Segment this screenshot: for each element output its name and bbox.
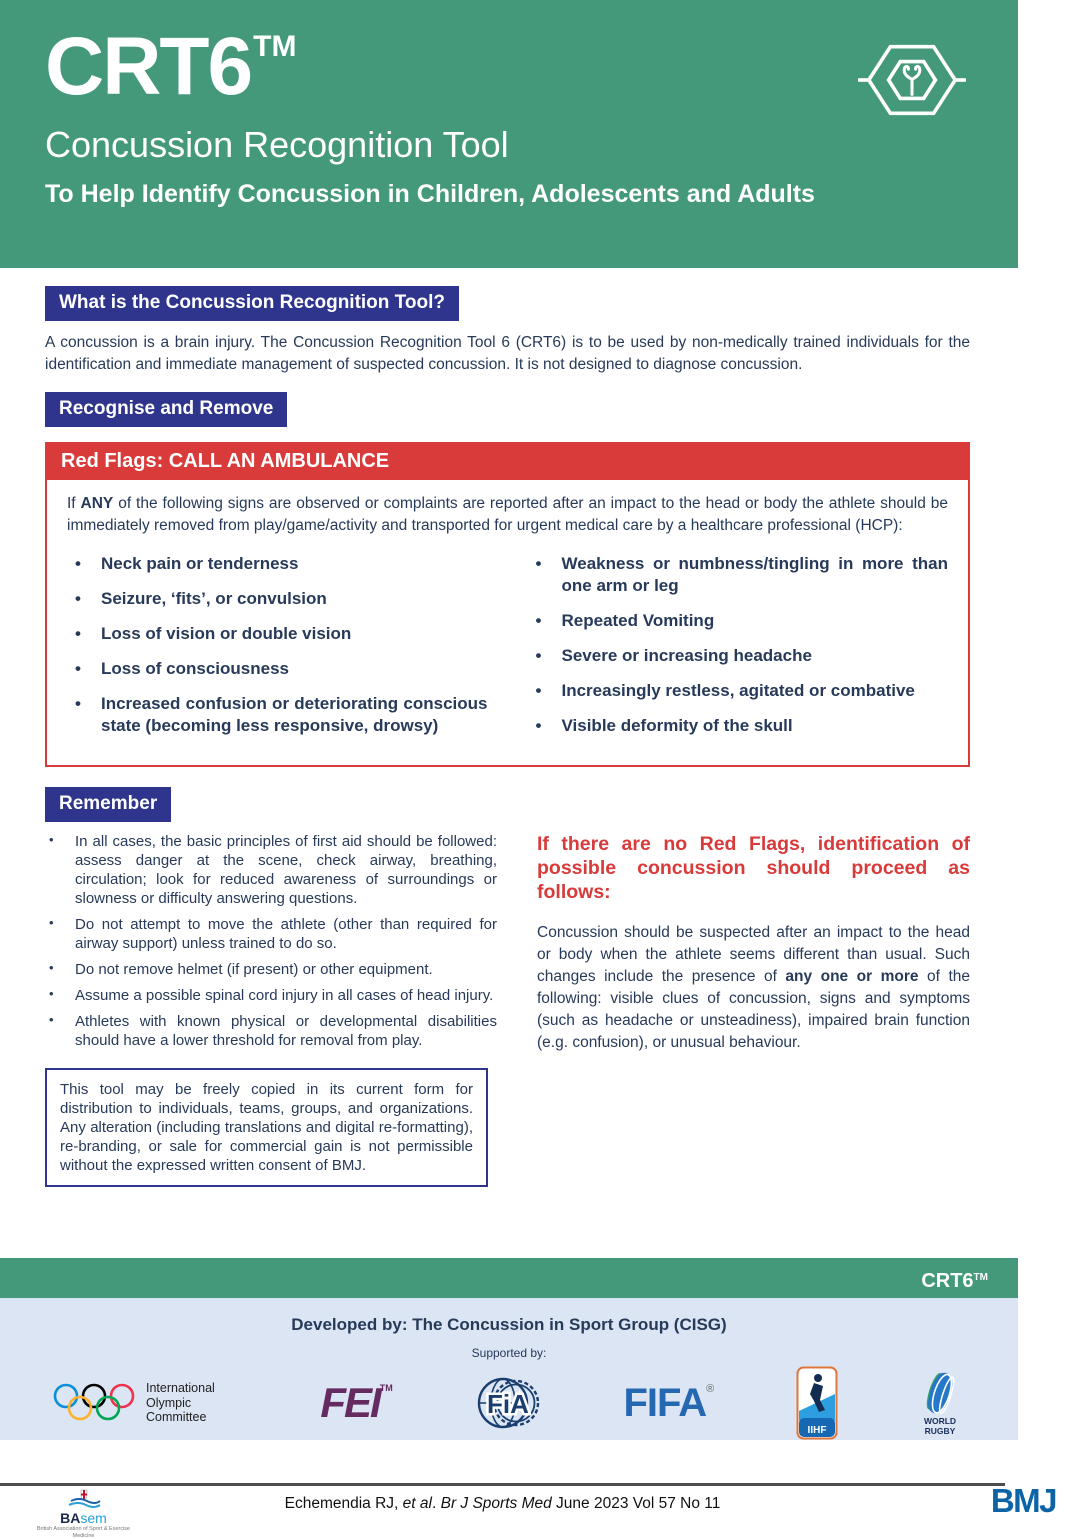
section-header-recognise-remove: Recognise and Remove [45,392,287,427]
world-rugby-ball-icon [920,1370,960,1416]
page-subtitle: Concussion Recognition Tool [45,124,509,165]
page-title: CRT6™ [45,21,297,112]
trademark-symbol: TM [973,1272,988,1283]
supported-by-text: Supported by: [471,1346,547,1360]
footer-green-bar: CRT6™ [0,1258,1018,1298]
hexagon-stethoscope-icon [858,32,966,128]
section-header-what-is: What is the Concussion Recognition Tool? [45,286,459,321]
ioc-label: International Olympic Committee [146,1380,215,1425]
hero-banner [0,0,1018,268]
red-flag-item: • Increased confusion or deteriorating conscious state (becoming less responsive, drowsy) [67,693,488,737]
red-flag-item: • Visible deformity of the skull [528,715,949,737]
basem-ba-text: BA [60,1510,81,1526]
svg-text:FiA: FiA [487,1389,530,1419]
iihf-logo [796,1366,838,1440]
world-rugby-label: WORLD RUGBY [923,1416,957,1436]
page-tagline: To Help Identify Concussion in Children, Adolescents and Adults [45,180,815,208]
remember-item: • Athletes with known physical or developmental disabilities should have a lower threshold for removal from play. [45,1012,497,1050]
copyright-notice-box: This tool may be freely copied in its current form for distribution to individuals, teams, groups, and organizations. Any alteration (including translations and digital re-formatting), re-branding, or sale for commercial gain is not permissible without the expressed written consent of BMJ. [45,1068,488,1187]
svg-text:IIHF: IIHF [807,1425,827,1436]
what-is-paragraph: A concussion is a brain injury. The Concussion Recognition Tool 6 (CRT6) is to be used by non-medically trained individuals for the identification and immediate management of suspected concussion. It is not designed to diagnose concussion. [45,334,970,374]
world-rugby-logo [920,1370,960,1436]
basem-sem-text: sem [80,1510,107,1526]
fia-logo [475,1372,541,1434]
iihf-badge-icon [796,1366,838,1440]
citation: Echemendia RJ, et al. Br J Sports Med June 2023 Vol 57 No 11 [284,1495,721,1512]
red-flag-item: • Weakness or numbness/tingling in more than one arm or leg [528,553,949,597]
section-header-remember: Remember [45,787,171,822]
red-flag-item: • Loss of vision or double vision [67,623,488,645]
fia-globe-icon [475,1372,541,1434]
red-flag-item: • Loss of consciousness [67,658,488,680]
red-flags-box [45,442,970,767]
remember-item: • In all cases, the basic principles of first aid should be followed: assess danger at the scene, check airway, breathing, circulation; look for reduced awareness of surroundings or slowness or difficulty answering questions. [45,832,497,908]
no-red-flags-heading: If there are no Red Flags, identification of possible concussion should proceed as follows: [537,832,970,904]
remember-column [45,832,497,1188]
red-flag-item: • Increasingly restless, agitated or combative [528,680,949,702]
red-flags-left-column [67,553,488,751]
trademark-symbol: TM [253,30,297,63]
bmj-logo: BMJ [990,1482,1056,1519]
remember-item: • Do not attempt to move the athlete (other than required for airway support) unless trained to do so. [45,915,497,953]
red-flag-item: • Severe or increasing headache [528,645,949,667]
no-red-flags-column [537,832,970,1188]
red-flag-item: • Seizure, ‘fits’, or convulsion [67,588,488,610]
developed-by-text: Developed by: The Concussion in Sport Group (CISG) [291,1315,727,1334]
olympic-rings-icon [52,1381,136,1425]
basem-subtext: British Association of Sport & Exercise Medicine [36,1526,131,1539]
footer-divider [0,1483,1005,1486]
fei-logo: FEI™ [320,1379,393,1426]
fifa-logo: FIFA® [623,1381,714,1425]
document-body [45,286,970,1187]
red-flag-item: • Repeated Vomiting [528,610,949,632]
red-flags-right-column [528,553,949,751]
red-flag-item: • Neck pain or tenderness [67,553,488,575]
ioc-logo [52,1381,238,1425]
red-flags-header: Red Flags: CALL AN AMBULANCE [47,444,968,480]
no-red-flags-paragraph: Concussion should be suspected after an impact to the head or body when the athlete seems different than usual. Such changes include the presence of any one or more of the following: visible clues of concussion, signs and symptoms (such as headache or unsteadiness), impaired brain function (e.g. confusion), or unusual behaviour. [537,923,970,1051]
remember-item: • Assume a possible spinal cord injury in all cases of head injury. [45,986,497,1005]
red-flags-intro: If ANY of the following signs are observed or complaints are reported after an impact to the head or body the athlete should be immediately removed from play/game/activity and transported for urgent medical care by a healthcare professional (HCP): [67,494,949,534]
credits-panel [0,1298,1018,1440]
remember-item: • Do not remove helmet (if present) or other equipment. [45,960,497,979]
